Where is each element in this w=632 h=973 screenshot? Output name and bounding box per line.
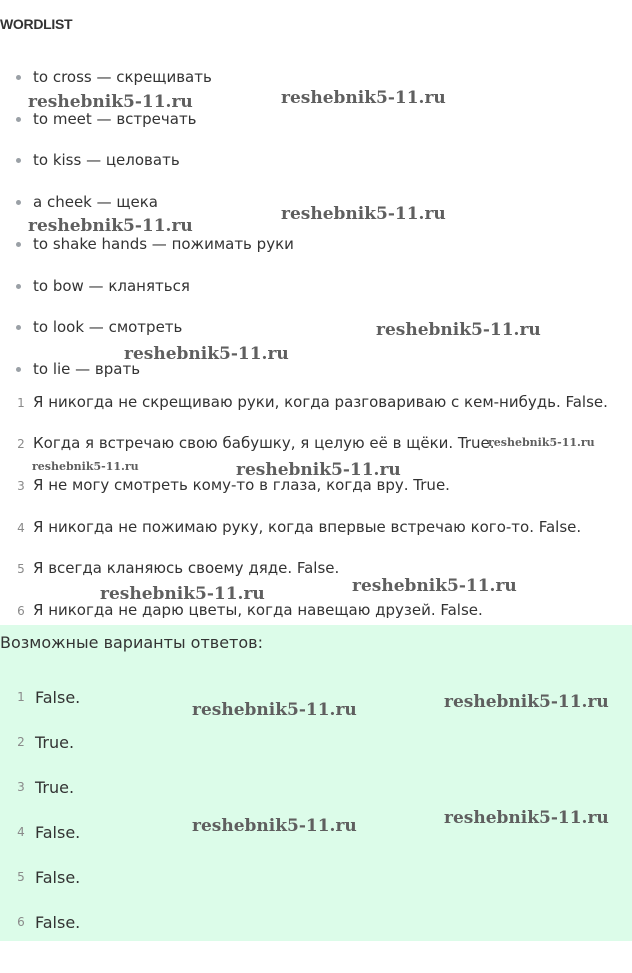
statement-number: 3 [17, 479, 25, 493]
bullet-icon [16, 200, 21, 205]
statement-text: Когда я встречаю свою бабушку, я целую её в щёки. True. [33, 434, 495, 452]
statement-text: Я никогда не дарю цветы, когда навещаю друзей. False. [33, 601, 483, 619]
wordlist-item: to kiss — целовать [33, 151, 180, 169]
statement-text: Я всегда кланяюсь своему дяде. False. [33, 559, 340, 577]
bullet-icon [16, 367, 21, 372]
wordlist-item: to meet — встречать [33, 110, 197, 128]
answer-text: False. [35, 688, 81, 707]
answer-number: 1 [17, 690, 25, 704]
answer-text: False. [35, 913, 81, 932]
bullet-icon [16, 242, 21, 247]
watermark: reshebnik5-11.ru [192, 700, 357, 720]
watermark: reshebnik5-11.ru [352, 576, 517, 596]
bullet-icon [16, 158, 21, 163]
answer-number: 2 [17, 735, 25, 749]
watermark: reshebnik5-11.ru [124, 344, 289, 364]
statement-text: Я никогда не скрещиваю руки, когда разговариваю с кем-нибудь. False. [33, 393, 608, 411]
statement-text: Я никогда не пожимаю руку, когда впервые встречаю кого-то. False. [33, 518, 582, 536]
watermark: reshebnik5-11.ru [100, 584, 265, 604]
watermark: reshebnik5-11.ru [28, 216, 193, 236]
statement-number: 4 [17, 521, 25, 535]
watermark: reshebnik5-11.ru [444, 692, 609, 712]
answers-title: Возможные варианты ответов: [0, 633, 263, 652]
watermark: reshebnik5-11.ru [281, 88, 446, 108]
watermark: reshebnik5-11.ru [488, 436, 595, 449]
statement-number: 1 [17, 396, 25, 410]
wordlist-item: to look — смотреть [33, 318, 183, 336]
watermark: reshebnik5-11.ru [32, 460, 139, 473]
statement-text: Я не могу смотреть кому-то в глаза, когда вру. True. [33, 476, 450, 494]
wordlist-item: to shake hands — пожимать руки [33, 235, 294, 253]
watermark: reshebnik5-11.ru [376, 320, 541, 340]
bullet-icon [16, 284, 21, 289]
bullet-icon [16, 325, 21, 330]
bullet-icon [16, 75, 21, 80]
watermark: reshebnik5-11.ru [192, 816, 357, 836]
answer-number: 3 [17, 780, 25, 794]
statement-number: 5 [17, 562, 25, 576]
answer-text: True. [35, 733, 75, 752]
answer-text: False. [35, 823, 81, 842]
statement-number: 2 [17, 437, 25, 451]
answer-number: 5 [17, 870, 25, 884]
wordlist-item: to bow — кланяться [33, 277, 190, 295]
answer-text: False. [35, 868, 81, 887]
watermark: reshebnik5-11.ru [281, 204, 446, 224]
wordlist-item: a cheek — щека [33, 193, 159, 211]
statement-number: 6 [17, 604, 25, 618]
wordlist-item: to cross — скрещивать [33, 68, 212, 86]
bullet-icon [16, 117, 21, 122]
answer-number: 4 [17, 825, 25, 839]
watermark: reshebnik5-11.ru [28, 92, 193, 112]
watermark: reshebnik5-11.ru [236, 460, 401, 480]
wordlist-item: to lie — врать [33, 360, 141, 378]
answer-number: 6 [17, 915, 25, 929]
wordlist-title: WORDLIST [0, 16, 73, 32]
answers-panel [0, 625, 632, 941]
watermark: reshebnik5-11.ru [444, 808, 609, 828]
answer-text: True. [35, 778, 75, 797]
